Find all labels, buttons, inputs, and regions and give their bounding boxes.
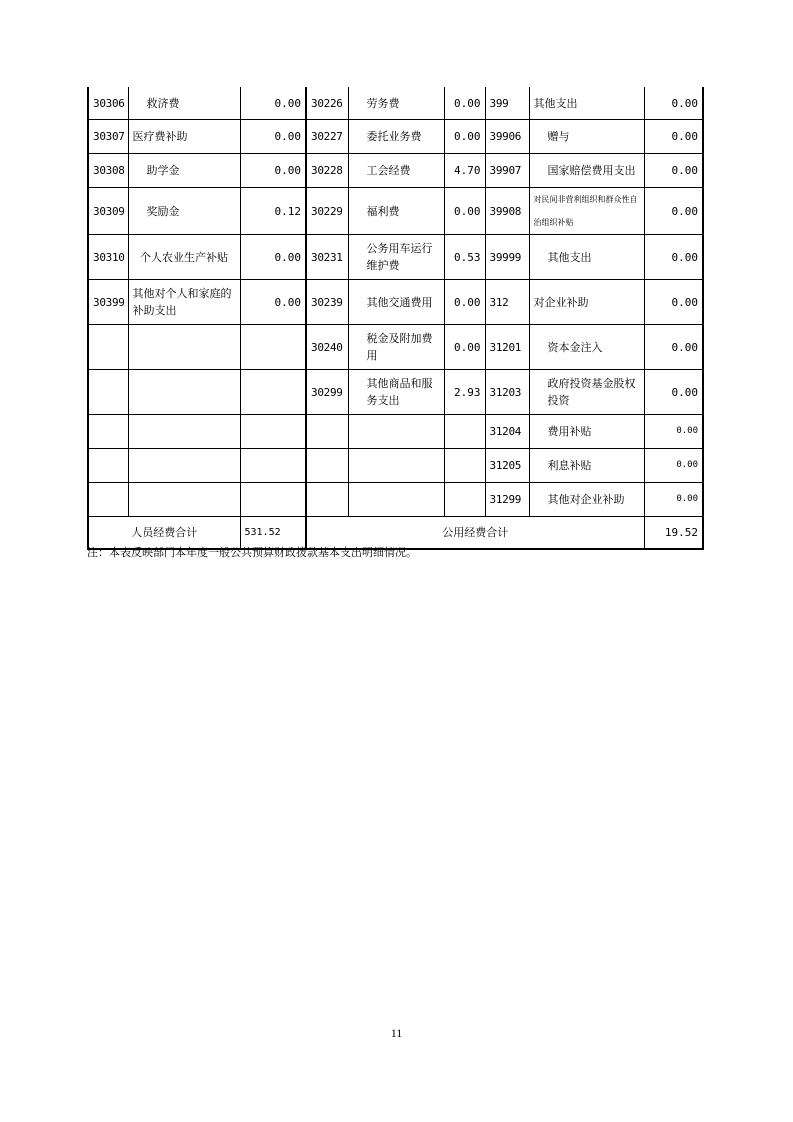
item-amount: [444, 415, 485, 449]
item-name: 其他支出: [529, 235, 644, 280]
item-name: 医疗费补助: [128, 120, 240, 154]
item-code: 30226: [306, 87, 348, 120]
item-name: [348, 449, 444, 483]
item-code: 30228: [306, 154, 348, 188]
item-name: 国家赔偿费用支出: [529, 154, 644, 188]
item-name: 公务用车运行维护费: [348, 235, 444, 280]
item-name: 对企业补助: [529, 280, 644, 325]
item-code: [88, 370, 128, 415]
item-amount: [444, 483, 485, 517]
item-amount: [444, 449, 485, 483]
item-amount: 0.00: [644, 235, 703, 280]
item-code: 30299: [306, 370, 348, 415]
table-row: [88, 280, 703, 325]
item-amount: 0.00: [444, 188, 485, 235]
item-name: 委托业务费: [348, 120, 444, 154]
item-name: [348, 483, 444, 517]
item-amount: [240, 415, 306, 449]
item-name: 工会经费: [348, 154, 444, 188]
item-name: 政府投资基金股权投资: [529, 370, 644, 415]
item-code: 31205: [485, 449, 529, 483]
item-code: 30309: [88, 188, 128, 235]
item-code: [88, 415, 128, 449]
item-amount: 0.53: [444, 235, 485, 280]
item-code: 30308: [88, 154, 128, 188]
item-code: 39906: [485, 120, 529, 154]
item-code: [306, 483, 348, 517]
item-code: [88, 325, 128, 370]
item-name: [128, 325, 240, 370]
item-amount: [240, 325, 306, 370]
item-code: 399: [485, 87, 529, 120]
item-code: [88, 483, 128, 517]
table-row: [88, 415, 703, 449]
item-amount: 0.00: [644, 154, 703, 188]
item-code: 39907: [485, 154, 529, 188]
expenditure-detail-table: [87, 87, 704, 550]
table-row: [88, 87, 703, 120]
item-amount: 0.00: [644, 280, 703, 325]
page-number: 11: [390, 1026, 403, 1040]
item-code: 31204: [485, 415, 529, 449]
item-code: [306, 415, 348, 449]
public-total-value: 19.52: [644, 517, 703, 550]
item-code: 30240: [306, 325, 348, 370]
item-code: 39999: [485, 235, 529, 280]
item-name: 利息补贴: [529, 449, 644, 483]
item-name: 对民间非营利组织和群众性自治组织补贴: [529, 188, 644, 235]
item-code: 31203: [485, 370, 529, 415]
item-amount: 0.00: [444, 120, 485, 154]
item-name: 其他交通费用: [348, 280, 444, 325]
item-amount: 0.00: [240, 280, 306, 325]
item-amount: 0.00: [444, 87, 485, 120]
table-footnote: 注：本表反映部门本年度一般公共预算财政拨款基本支出明细情况。: [87, 546, 417, 559]
item-code: 31201: [485, 325, 529, 370]
item-code: 30239: [306, 280, 348, 325]
item-amount: [240, 370, 306, 415]
table-row: [88, 154, 703, 188]
item-amount: 0.00: [444, 280, 485, 325]
item-code: 39908: [485, 188, 529, 235]
item-amount: 0.00: [644, 370, 703, 415]
table-row: [88, 483, 703, 517]
item-name: 赠与: [529, 120, 644, 154]
item-name: 福利费: [348, 188, 444, 235]
personnel-total-value: 531.52: [240, 517, 306, 550]
item-code: [306, 449, 348, 483]
item-amount: 0.00: [644, 483, 703, 517]
item-name: 资本金注入: [529, 325, 644, 370]
item-amount: 0.00: [644, 325, 703, 370]
public-total-label: 公用经费合计: [306, 517, 644, 550]
item-name: 劳务费: [348, 87, 444, 120]
item-code: 30399: [88, 280, 128, 325]
item-amount: 0.12: [240, 188, 306, 235]
item-name: [128, 483, 240, 517]
item-amount: 0.00: [644, 87, 703, 120]
item-amount: 0.00: [644, 120, 703, 154]
item-name: 个人农业生产补贴: [128, 235, 240, 280]
item-amount: 2.93: [444, 370, 485, 415]
item-name: 其他对企业补助: [529, 483, 644, 517]
item-name: 费用补贴: [529, 415, 644, 449]
item-code: [88, 449, 128, 483]
item-amount: 0.00: [240, 87, 306, 120]
table-row: [88, 325, 703, 370]
item-name: 救济费: [128, 87, 240, 120]
item-name: 税金及附加费用: [348, 325, 444, 370]
item-name: [348, 415, 444, 449]
item-name: 其他商品和服务支出: [348, 370, 444, 415]
item-code: 30227: [306, 120, 348, 154]
item-amount: 0.00: [444, 325, 485, 370]
table-row: [88, 188, 703, 235]
item-amount: [240, 483, 306, 517]
item-amount: 0.00: [644, 188, 703, 235]
item-name: [128, 449, 240, 483]
table-row: [88, 120, 703, 154]
item-code: 312: [485, 280, 529, 325]
table-row: [88, 449, 703, 483]
table-row: [88, 235, 703, 280]
personnel-total-label: 人员经费合计: [88, 517, 240, 550]
item-amount: [240, 449, 306, 483]
item-name: 助学金: [128, 154, 240, 188]
item-code: 31299: [485, 483, 529, 517]
item-name: [128, 370, 240, 415]
item-amount: 0.00: [240, 235, 306, 280]
item-code: 30310: [88, 235, 128, 280]
item-name: 其他支出: [529, 87, 644, 120]
item-amount: 0.00: [644, 449, 703, 483]
item-name: 其他对个人和家庭的补助支出: [128, 280, 240, 325]
item-amount: 0.00: [240, 154, 306, 188]
table-row: [88, 370, 703, 415]
item-amount: 0.00: [240, 120, 306, 154]
item-name: 奖励金: [128, 188, 240, 235]
item-amount: 4.70: [444, 154, 485, 188]
item-code: 30307: [88, 120, 128, 154]
item-code: 30306: [88, 87, 128, 120]
item-code: 30229: [306, 188, 348, 235]
item-amount: 0.00: [644, 415, 703, 449]
item-name: [128, 415, 240, 449]
item-code: 30231: [306, 235, 348, 280]
